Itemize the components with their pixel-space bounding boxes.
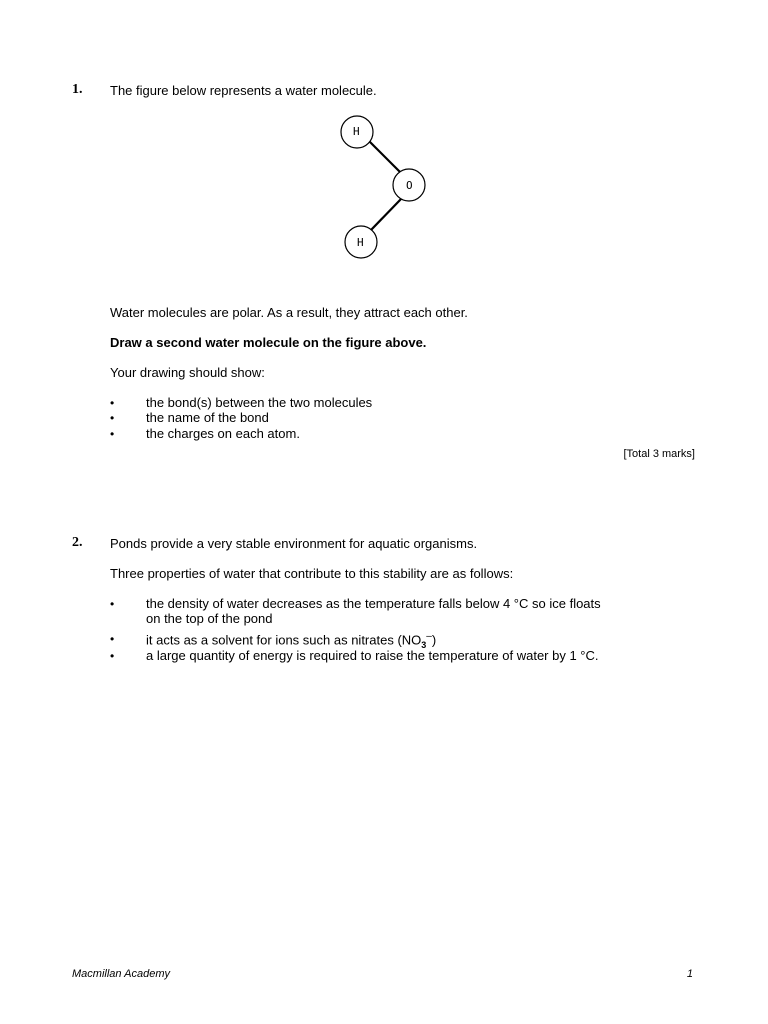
- q1-bullet-2: the name of the bond: [146, 410, 269, 425]
- bond-bottom: [371, 199, 401, 230]
- q1-total-marks: [Total 3 marks]: [623, 448, 695, 460]
- bullet-icon: •: [110, 411, 115, 425]
- q2-bullet-2-prefix: it acts as a solvent for ions such as nitrates (NO: [146, 632, 422, 648]
- properties-intro: Three properties of water that contribute to this stability are as follows:: [110, 566, 514, 581]
- bullet-icon: •: [110, 427, 115, 441]
- question-1-number: 1.: [72, 82, 83, 97]
- bond-top: [369, 141, 401, 173]
- bullet-icon: •: [110, 632, 115, 646]
- nitrate-charge: –: [426, 631, 432, 642]
- bullet-icon: •: [110, 597, 115, 611]
- q2-bullet-2-suffix: ): [431, 632, 437, 648]
- question-1-intro: The figure below represents a water molecule.: [110, 83, 377, 98]
- q2-bullet-3: a large quantity of energy is required to raise the temperature of water by 1 °C.: [146, 648, 599, 663]
- question-2-number: 2.: [72, 535, 83, 550]
- q1-bullet-3: the charges on each atom.: [146, 426, 300, 441]
- q2-bullet-1-line-2: on the top of the pond: [146, 611, 273, 626]
- atom-center-label: O: [406, 179, 413, 192]
- bullet-icon: •: [110, 649, 115, 663]
- question-2-intro: Ponds provide a very stable environment for aquatic organisms.: [110, 536, 478, 551]
- footer-page-number: 1: [686, 968, 693, 980]
- nitrate-subscript: 3: [421, 639, 427, 650]
- show-intro: Your drawing should show:: [110, 365, 265, 380]
- water-molecule-figure: [330, 110, 440, 265]
- atom-top-label: H: [353, 125, 360, 138]
- q1-bullet-1: the bond(s) between the two molecules: [146, 395, 373, 410]
- bullet-icon: •: [110, 396, 115, 410]
- q2-bullet-1-line-1: the density of water decreases as the temperature falls below 4 °C so ice floats: [146, 596, 601, 611]
- atom-bottom-label: H: [357, 236, 364, 249]
- instruction-text: Draw a second water molecule on the figure above.: [110, 335, 427, 350]
- footer-academy-name: Macmillan Academy: [72, 968, 171, 980]
- polar-text: Water molecules are polar. As a result, they attract each other.: [110, 305, 468, 320]
